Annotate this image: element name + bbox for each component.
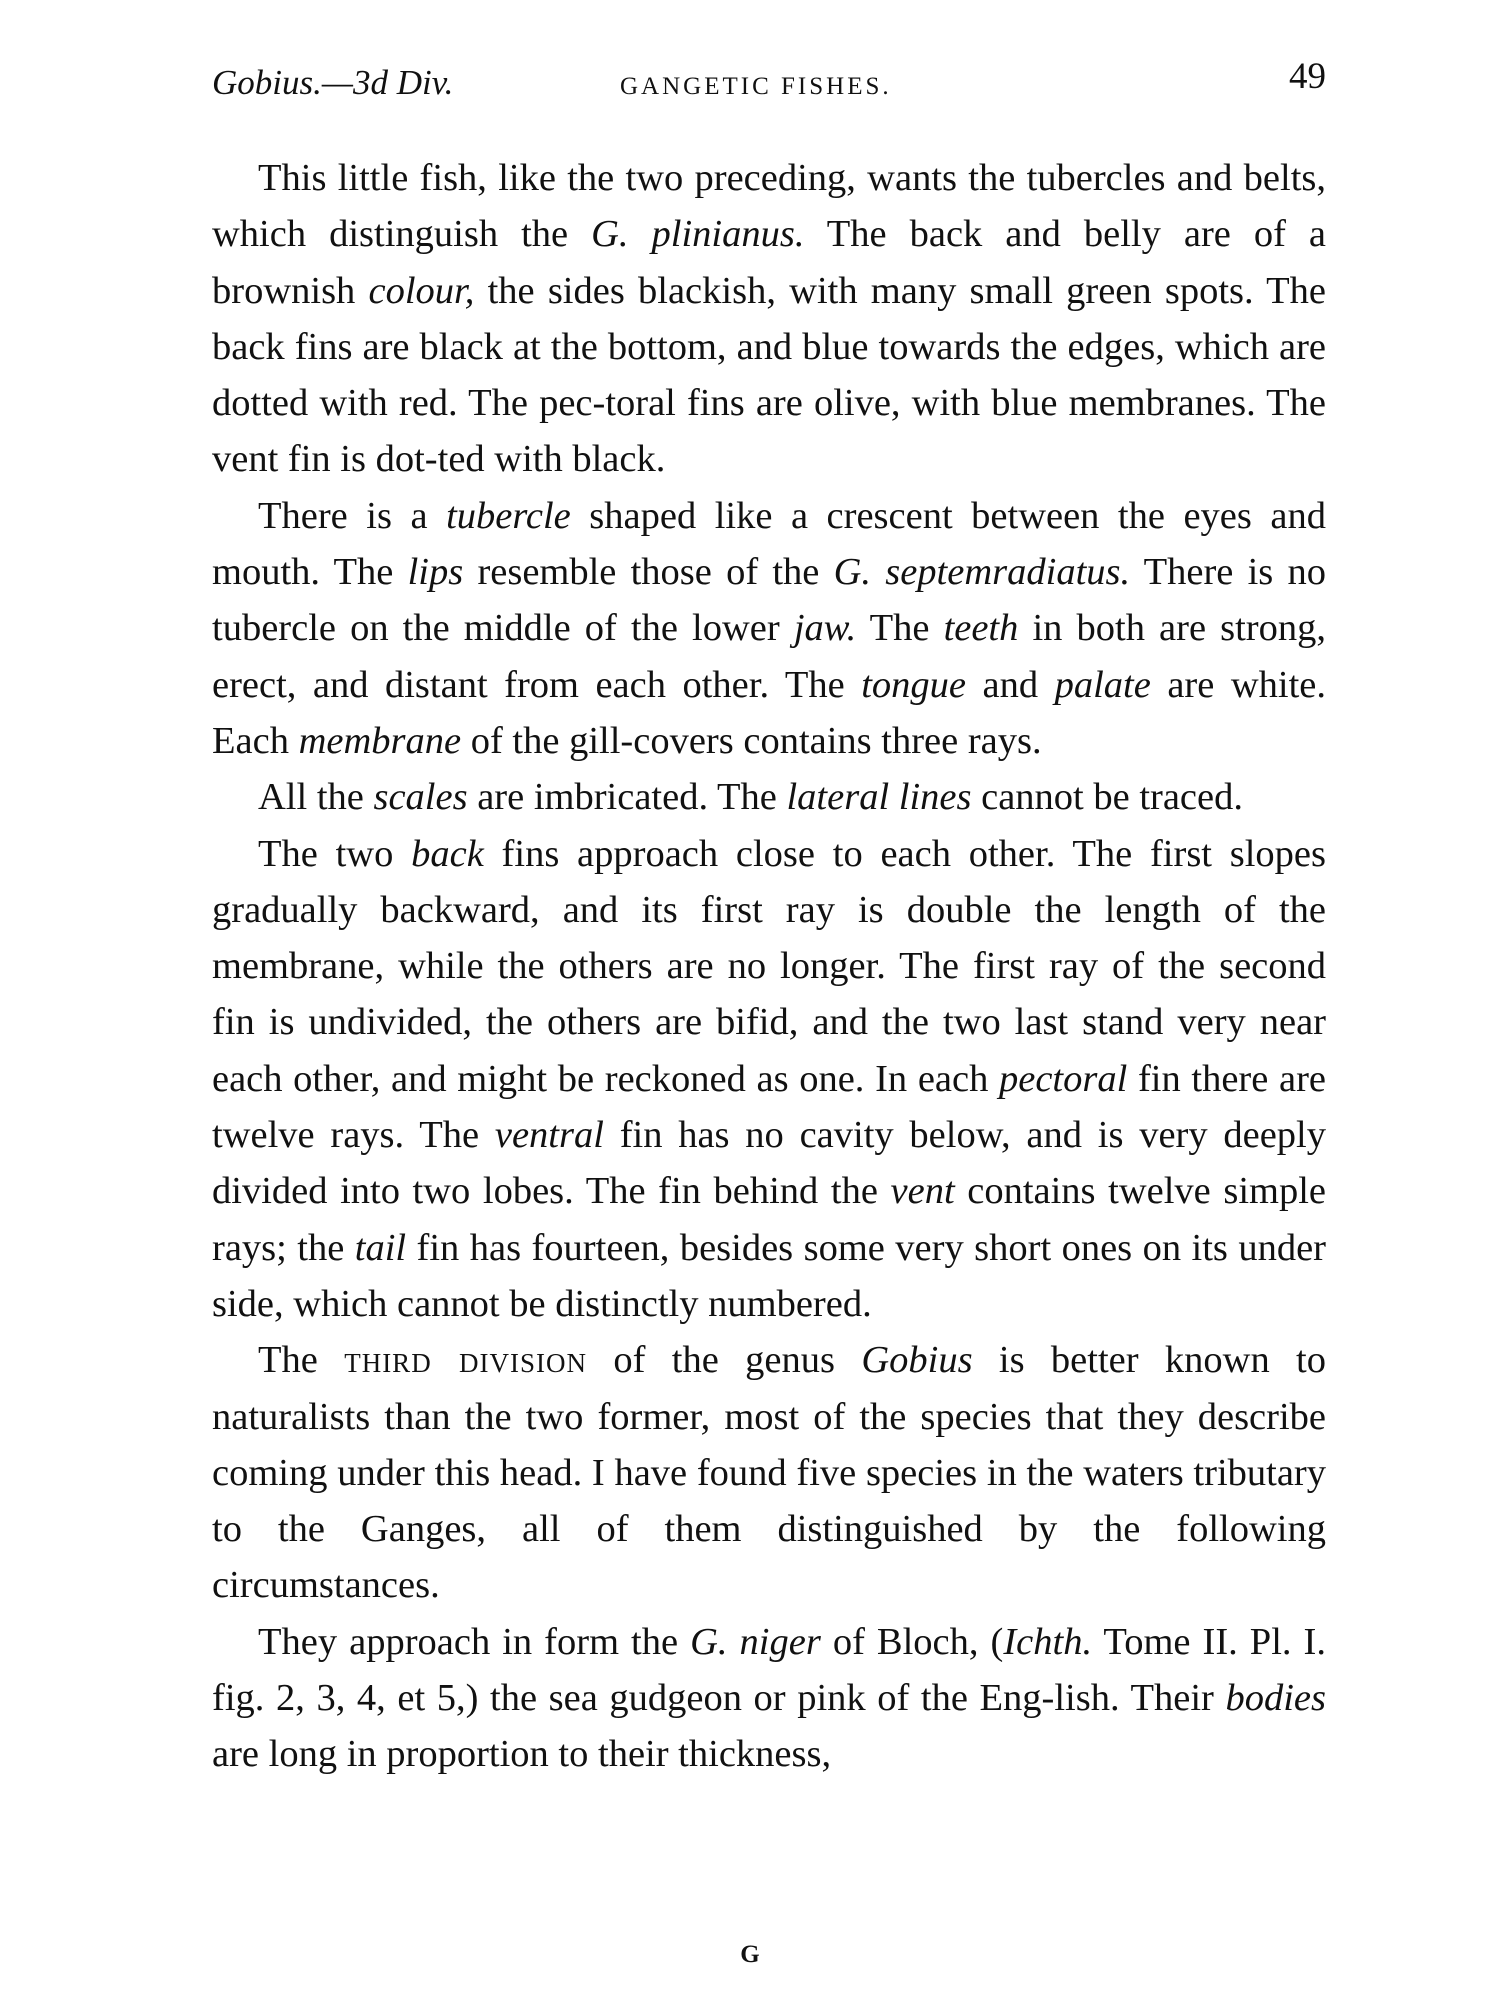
- italic-text: palate: [1054, 663, 1151, 706]
- italic-text: G. septemradiatus.: [833, 551, 1131, 594]
- body-text: [212, 150, 1326, 1783]
- italic-text: vent: [890, 1170, 955, 1213]
- italic-text: G. niger: [690, 1620, 821, 1663]
- italic-text: tubercle: [446, 494, 571, 537]
- text-run: in both are strong, erect, and distant from each other. The: [212, 607, 1326, 706]
- paragraph: [212, 150, 1326, 488]
- text-run: is better known to naturalists than the two former, most of the species that they describe coming under this head. I have found five species in the waters tributary to the Ganges, all of them distinguished by the following circumstances.: [212, 1339, 1326, 1607]
- text-run: are white. Each: [212, 663, 1326, 762]
- text-run: fin there are twelve rays. The: [212, 1057, 1326, 1157]
- text-run: The two: [258, 832, 412, 875]
- text-run: of the genus: [587, 1339, 862, 1382]
- italic-text: scales: [373, 776, 468, 819]
- text-run: The: [856, 607, 944, 650]
- small-caps-text: third division: [344, 1339, 588, 1382]
- italic-text: back: [411, 832, 484, 875]
- italic-text: tail: [354, 1226, 407, 1269]
- paragraph: [212, 769, 1326, 825]
- italic-text: colour,: [368, 269, 475, 312]
- italic-text: pectoral: [999, 1057, 1128, 1100]
- text-run: contains twelve simple rays; the: [212, 1170, 1327, 1269]
- text-run: All the: [258, 776, 374, 819]
- running-head: [212, 58, 1326, 108]
- italic-text: G. plinianus.: [591, 213, 805, 256]
- paragraph: [212, 488, 1326, 769]
- paragraph: [212, 826, 1326, 1333]
- text-run: are imbricated. The: [467, 776, 787, 819]
- text-run: There is a: [258, 494, 447, 537]
- paragraph: [212, 1332, 1326, 1613]
- italic-text: Gobius: [861, 1339, 973, 1382]
- text-run: fins approach close to each other. The first slopes gradually backward, and its first ray is double the length of the membrane, while the others are no longer. The first ray of the second fin is undivided, the others are bifid, and the two last stand very near each other, and might be reckoned as one. In each: [212, 832, 1326, 1100]
- text-run: fin has no cavity below, and is very deeply divided into two lobes. The fin behind the: [212, 1114, 1326, 1213]
- italic-text: teeth: [943, 607, 1019, 650]
- italic-text: lateral lines: [786, 776, 972, 819]
- paragraph: [212, 1614, 1326, 1783]
- running-head-title: GANGETIC FISHES.: [620, 73, 892, 100]
- text-run: of Bloch, (: [820, 1620, 1004, 1663]
- running-head-section: Gobius.—3d Div.: [212, 63, 454, 102]
- text-run: The: [258, 1339, 345, 1382]
- text-run: This little fish, like the two preceding, wants the tubercles and belts, which distinguish the: [212, 157, 1326, 256]
- italic-text: tongue: [861, 663, 967, 706]
- italic-text: jaw.: [793, 607, 857, 650]
- text-run: the sides blackish, with many small green spots. The back fins are black at the bottom, and blue towards the edges, which are dotted with red. The pec-toral fins are olive, with blue membranes. The vent fin is dot-ted with black.: [212, 269, 1326, 481]
- text-run: of the gill-covers contains three rays.: [461, 719, 1042, 762]
- italic-text: lips: [407, 551, 464, 594]
- page-number: 49: [1289, 56, 1326, 97]
- text-run: and: [966, 663, 1055, 706]
- italic-text: ventral: [494, 1114, 604, 1157]
- text-run: shaped like a crescent between the eyes and mouth. The: [212, 494, 1326, 594]
- italic-text: membrane: [298, 719, 462, 762]
- text-run: There is no tubercle on the middle of the lower: [212, 551, 1326, 650]
- signature-mark: G: [740, 1941, 760, 1968]
- text-run: resemble those of the: [463, 551, 834, 594]
- text-run: are long in proportion to their thickness,: [212, 1733, 832, 1776]
- italic-text: bodies: [1225, 1677, 1326, 1720]
- text-run: cannot be traced.: [971, 776, 1243, 819]
- text-run: Tome II. Pl. I. fig. 2, 3, 4, et 5,) the sea gudgeon or pink of the Eng-lish. Their: [212, 1620, 1326, 1720]
- text-run: The back and belly are of a brownish: [212, 213, 1326, 312]
- text-run: fin has fourteen, besides some very short ones on its under side, which cannot be distinctly numbered.: [212, 1226, 1326, 1325]
- italic-text: Ichth.: [1003, 1620, 1093, 1663]
- text-run: They approach in form the: [258, 1620, 691, 1663]
